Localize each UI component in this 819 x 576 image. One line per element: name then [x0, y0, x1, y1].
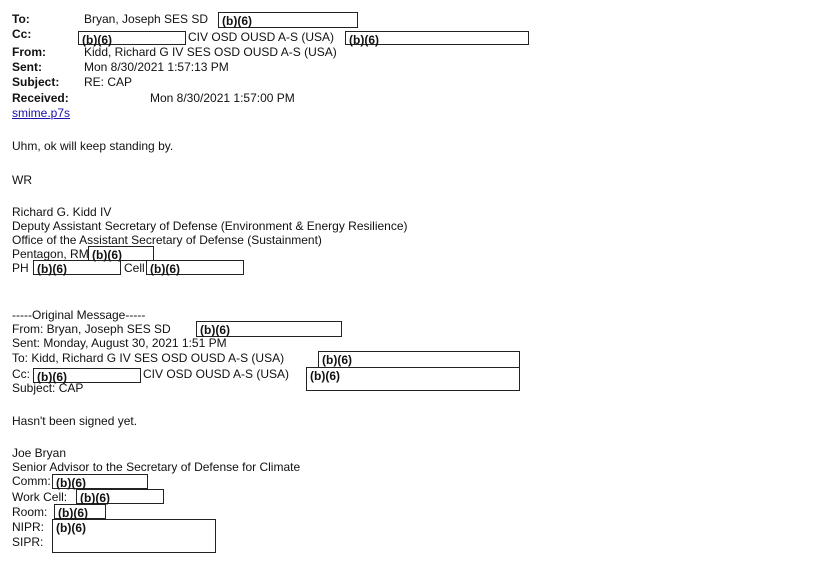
original-nipr-label: NIPR:	[12, 520, 45, 534]
redaction-box: (b)(6)	[33, 260, 121, 275]
redaction-box: (b)(6)	[88, 246, 154, 261]
subject-value: RE: CAP	[84, 75, 133, 89]
redaction-box: (b)(6)	[345, 31, 529, 45]
received-value: Mon 8/30/2021 1:57:00 PM	[150, 91, 295, 105]
redaction-box: (b)(6)	[218, 12, 358, 28]
original-room-label: Room:	[12, 505, 48, 519]
signature-ph-label: PH	[12, 261, 29, 275]
signature-title: Deputy Assistant Secretary of Defense (Environment & Energy Resilience)	[12, 219, 408, 233]
to-value: Bryan, Joseph SES SD	[84, 12, 209, 26]
signature-name: Richard G. Kidd IV	[12, 205, 112, 219]
original-sig-title: Senior Advisor to the Secretary of Defense for Climate	[12, 460, 301, 474]
signature-location: Pentagon, RM	[12, 247, 89, 261]
original-subject: Subject: CAP	[12, 381, 84, 395]
redaction-box: (b)(6)	[52, 474, 148, 489]
reply-closing: WR	[12, 173, 32, 187]
sent-value: Mon 8/30/2021 1:57:13 PM	[84, 60, 229, 74]
original-sipr-label: SIPR:	[12, 535, 44, 549]
from-value: Kidd, Richard G IV SES OSD OUSD A-S (USA)	[84, 45, 337, 59]
subject-label: Subject:	[12, 75, 60, 89]
redaction-box: (b)(6)	[76, 489, 164, 504]
redaction-box: (b)(6)	[52, 519, 216, 553]
redaction-box: (b)(6)	[78, 31, 186, 45]
signature-cell-label: Cell	[124, 261, 145, 275]
received-label: Received:	[12, 91, 69, 105]
redaction-box: (b)(6)	[318, 351, 520, 368]
cc-label: Cc:	[12, 27, 32, 41]
original-sent: Sent: Monday, August 30, 2021 1:51 PM	[12, 336, 227, 350]
cc-value: CIV OSD OUSD A-S (USA)	[188, 30, 335, 44]
original-body: Hasn't been signed yet.	[12, 414, 138, 428]
redaction-box: (b)(6)	[196, 321, 342, 337]
sent-label: Sent:	[12, 60, 42, 74]
redaction-box: (b)(6)	[33, 368, 141, 383]
original-comm-label: Comm:	[12, 474, 51, 488]
attachment-link[interactable]: smime.p7s	[12, 106, 71, 120]
redaction-box: (b)(6)	[306, 367, 520, 391]
redaction-box: (b)(6)	[146, 260, 244, 275]
original-workcell-label: Work Cell:	[12, 490, 68, 504]
original-from: From: Bryan, Joseph SES SD	[12, 322, 171, 336]
redaction-box: (b)(6)	[54, 504, 106, 519]
original-to: To: Kidd, Richard G IV SES OSD OUSD A-S (USA)	[12, 351, 285, 365]
original-sig-name: Joe Bryan	[12, 446, 67, 460]
to-label: To:	[12, 12, 30, 26]
original-cc-label: Cc:	[12, 367, 30, 381]
original-cc-value: CIV OSD OUSD A-S (USA)	[143, 367, 290, 381]
from-label: From:	[12, 45, 46, 59]
reply-body: Uhm, ok will keep standing by.	[12, 139, 174, 153]
original-divider: -----Original Message-----	[12, 308, 146, 322]
signature-office: Office of the Assistant Secretary of Defense (Sustainment)	[12, 233, 322, 247]
